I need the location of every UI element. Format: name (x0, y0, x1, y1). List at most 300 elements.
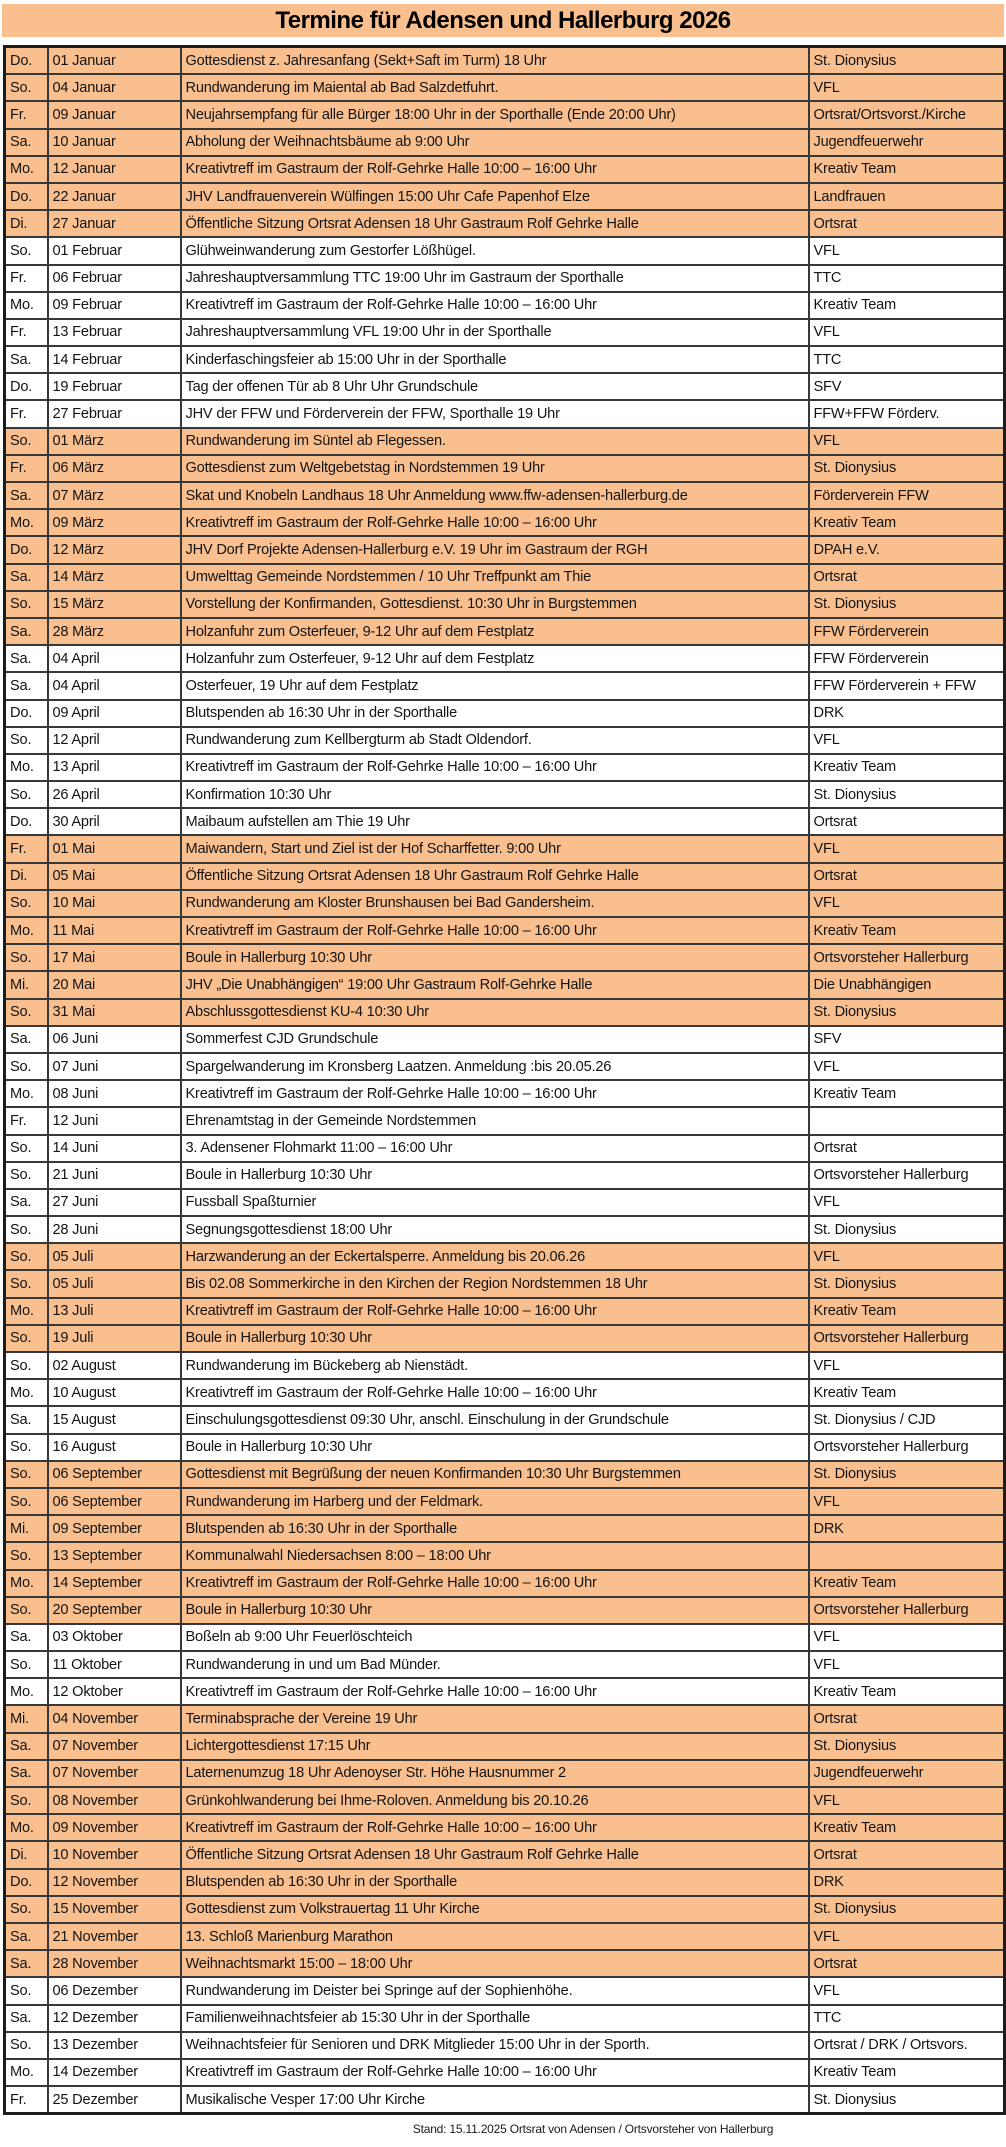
event-organizer: St. Dionysius (809, 1733, 1005, 1760)
event-day: Mo. (5, 2059, 48, 2086)
event-row (5, 1434, 1005, 1461)
event-day: So. (5, 237, 48, 264)
event-organizer: TTC (809, 346, 1005, 373)
event-date: 13 April (48, 754, 181, 781)
event-title: Rundwanderung im Bückeberg ab Nienstädt. (181, 1352, 809, 1379)
event-organizer: Ortsvorsteher Hallerburg (809, 1162, 1005, 1189)
event-title: Musikalische Vesper 17:00 Uhr Kirche (181, 2086, 809, 2114)
event-day: Mo. (5, 509, 48, 536)
event-organizer: St. Dionysius (809, 1896, 1005, 1923)
event-title: Einschulungsgottesdienst 09:30 Uhr, anschl. Einschulung in der Grundschule (181, 1406, 809, 1433)
event-date: 05 Juli (48, 1270, 181, 1297)
event-row (5, 645, 1005, 672)
event-row (5, 101, 1005, 128)
event-organizer: Ortsvorsteher Hallerburg (809, 1597, 1005, 1624)
event-title: Gottesdienst zum Weltgebetstag in Nordstemmen 19 Uhr (181, 455, 809, 482)
event-row (5, 1379, 1005, 1406)
event-date: 20 September (48, 1597, 181, 1624)
event-day: Do. (5, 373, 48, 400)
event-date: 20 Mai (48, 971, 181, 998)
event-date: 12 Juni (48, 1107, 181, 1134)
event-day: So. (5, 1053, 48, 1080)
event-date: 15 November (48, 1896, 181, 1923)
event-day: Sa. (5, 346, 48, 373)
event-organizer: Ortsrat / DRK / Ortsvors. (809, 2032, 1005, 2059)
event-organizer: Ortsrat (809, 863, 1005, 890)
event-organizer: VFL (809, 1189, 1005, 1216)
event-title: Kreativtreff im Gastraum der Rolf-Gehrke Halle 10:00 – 16:00 Uhr (181, 1570, 809, 1597)
event-row (5, 1923, 1005, 1950)
event-organizer: DRK (809, 700, 1005, 727)
event-organizer: Die Unabhängigen (809, 971, 1005, 998)
event-row (5, 373, 1005, 400)
event-title: Kreativtreff im Gastraum der Rolf-Gehrke Halle 10:00 – 16:00 Uhr (181, 1678, 809, 1705)
event-title: Terminabsprache der Vereine 19 Uhr (181, 1705, 809, 1732)
event-row (5, 1406, 1005, 1433)
event-title: Boule in Hallerburg 10:30 Uhr (181, 1597, 809, 1624)
event-day: So. (5, 428, 48, 455)
event-title: Blutspenden ab 16:30 Uhr in der Sporthalle (181, 1869, 809, 1896)
event-organizer: St. Dionysius (809, 2086, 1005, 2114)
event-day: Do. (5, 700, 48, 727)
event-title: Rundwanderung im Deister bei Springe auf der Sophienhöhe. (181, 1977, 809, 2004)
event-title: Lichtergottesdienst 17:15 Uhr (181, 1733, 809, 1760)
event-row (5, 1841, 1005, 1868)
event-row (5, 1597, 1005, 1624)
event-day: So. (5, 2032, 48, 2059)
event-date: 27 Januar (48, 210, 181, 237)
event-day: Fr. (5, 265, 48, 292)
events-table-body (5, 47, 1005, 2114)
event-row (5, 564, 1005, 591)
event-organizer: Kreativ Team (809, 1080, 1005, 1107)
event-day: So. (5, 890, 48, 917)
event-row (5, 265, 1005, 292)
event-date: 01 Januar (48, 47, 181, 75)
event-row (5, 808, 1005, 835)
event-organizer: St. Dionysius (809, 1461, 1005, 1488)
event-day: Sa. (5, 645, 48, 672)
event-date: 06 Juni (48, 1026, 181, 1053)
event-organizer: St. Dionysius / CJD (809, 1406, 1005, 1433)
event-date: 09 Januar (48, 101, 181, 128)
event-organizer: VFL (809, 74, 1005, 101)
event-title: Öffentliche Sitzung Ortsrat Adensen 18 Uhr Gastraum Rolf Gehrke Halle (181, 863, 809, 890)
event-day: So. (5, 1434, 48, 1461)
event-row (5, 1162, 1005, 1189)
event-row (5, 1977, 1005, 2004)
event-organizer: St. Dionysius (809, 47, 1005, 75)
event-title: Rundwanderung im Harberg und der Feldmark. (181, 1488, 809, 1515)
event-title: Rundwanderung im Süntel ab Flegessen. (181, 428, 809, 455)
event-row (5, 156, 1005, 183)
event-day: Mo. (5, 1379, 48, 1406)
event-row (5, 863, 1005, 890)
event-date: 26 April (48, 781, 181, 808)
event-row (5, 482, 1005, 509)
event-organizer: St. Dionysius (809, 591, 1005, 618)
event-organizer: Ortsvorsteher Hallerburg (809, 1434, 1005, 1461)
event-date: 03 Oktober (48, 1624, 181, 1651)
event-date: 09 September (48, 1515, 181, 1542)
event-day: So. (5, 727, 48, 754)
event-row (5, 1896, 1005, 1923)
event-day: Sa. (5, 2005, 48, 2032)
event-date: 09 Februar (48, 292, 181, 319)
event-row (5, 1760, 1005, 1787)
event-date: 12 November (48, 1869, 181, 1896)
event-organizer: DPAH e.V. (809, 536, 1005, 563)
event-title: Umwelttag Gemeinde Nordstemmen / 10 Uhr Treffpunkt am Thie (181, 564, 809, 591)
event-date: 28 November (48, 1950, 181, 1977)
event-date: 27 Februar (48, 400, 181, 427)
event-day: Mo. (5, 917, 48, 944)
event-title: Sommerfest CJD Grundschule (181, 1026, 809, 1053)
event-row (5, 237, 1005, 264)
event-day: Fr. (5, 455, 48, 482)
event-date: 12 Dezember (48, 2005, 181, 2032)
event-title: Fussball Spaßturnier (181, 1189, 809, 1216)
event-organizer: St. Dionysius (809, 781, 1005, 808)
event-title: Jahreshauptversammlung TTC 19:00 Uhr im Gastraum der Sporthalle (181, 265, 809, 292)
event-day: Mo. (5, 1080, 48, 1107)
event-title: Ehrenamtstag in der Gemeinde Nordstemmen (181, 1107, 809, 1134)
event-row (5, 1135, 1005, 1162)
event-day: Sa. (5, 1733, 48, 1760)
event-row (5, 183, 1005, 210)
event-row (5, 591, 1005, 618)
event-row (5, 999, 1005, 1026)
event-day: So. (5, 999, 48, 1026)
event-title: Kreativtreff im Gastraum der Rolf-Gehrke Halle 10:00 – 16:00 Uhr (181, 292, 809, 319)
event-day: So. (5, 781, 48, 808)
event-day: So. (5, 1461, 48, 1488)
event-row (5, 2005, 1005, 2032)
event-title: Harzwanderung an der Eckertalsperre. Anmeldung bis 20.06.26 (181, 1243, 809, 1270)
event-organizer: VFL (809, 1243, 1005, 1270)
event-organizer: VFL (809, 1923, 1005, 1950)
event-day: So. (5, 74, 48, 101)
event-title: Weihnachtsmarkt 15:00 – 18:00 Uhr (181, 1950, 809, 1977)
event-day: Mo. (5, 1298, 48, 1325)
event-date: 30 April (48, 808, 181, 835)
event-row (5, 292, 1005, 319)
event-day: Sa. (5, 1406, 48, 1433)
event-date: 09 April (48, 700, 181, 727)
event-organizer: Ortsrat/Ortsvorst./Kirche (809, 101, 1005, 128)
event-title: Abholung der Weihnachtsbäume ab 9:00 Uhr (181, 129, 809, 156)
event-day: Sa. (5, 564, 48, 591)
event-date: 07 Juni (48, 1053, 181, 1080)
event-title: Kommunalwahl Niedersachsen 8:00 – 18:00 Uhr (181, 1542, 809, 1569)
event-day: So. (5, 1243, 48, 1270)
event-organizer: VFL (809, 1352, 1005, 1379)
event-title: Gottesdienst mit Begrüßung der neuen Konfirmanden 10:30 Uhr Burgstemmen (181, 1461, 809, 1488)
event-row (5, 509, 1005, 536)
event-organizer: Kreativ Team (809, 509, 1005, 536)
event-row (5, 1705, 1005, 1732)
event-date: 28 März (48, 618, 181, 645)
event-row (5, 890, 1005, 917)
event-date: 22 Januar (48, 183, 181, 210)
event-day: Mo. (5, 156, 48, 183)
event-title: Konfirmation 10:30 Uhr (181, 781, 809, 808)
event-title: Bis 02.08 Sommerkirche in den Kirchen der Region Nordstemmen 18 Uhr (181, 1270, 809, 1297)
event-title: Maibaum aufstellen am Thie 19 Uhr (181, 808, 809, 835)
event-date: 04 Januar (48, 74, 181, 101)
event-organizer: FFW Förderverein (809, 618, 1005, 645)
event-row (5, 1624, 1005, 1651)
event-date: 01 Februar (48, 237, 181, 264)
event-row (5, 1352, 1005, 1379)
event-organizer: Förderverein FFW (809, 482, 1005, 509)
event-title: Gottesdienst z. Jahresanfang (Sekt+Saft im Turm) 18 Uhr (181, 47, 809, 75)
event-day: So. (5, 1542, 48, 1569)
event-organizer: Ortsrat (809, 210, 1005, 237)
event-day: So. (5, 1162, 48, 1189)
event-row (5, 455, 1005, 482)
event-title: JHV Landfrauenverein Wülfingen 15:00 Uhr Cafe Papenhof Elze (181, 183, 809, 210)
event-organizer: VFL (809, 1977, 1005, 2004)
event-day: Do. (5, 47, 48, 75)
event-date: 19 Juli (48, 1325, 181, 1352)
event-date: 10 November (48, 1841, 181, 1868)
event-organizer: VFL (809, 1787, 1005, 1814)
event-row (5, 971, 1005, 998)
event-date: 11 Mai (48, 917, 181, 944)
event-date: 17 Mai (48, 944, 181, 971)
event-organizer: DRK (809, 1515, 1005, 1542)
event-organizer: Ortsvorsteher Hallerburg (809, 944, 1005, 971)
event-row (5, 1216, 1005, 1243)
event-row (5, 1950, 1005, 1977)
event-organizer: VFL (809, 727, 1005, 754)
event-organizer: St. Dionysius (809, 999, 1005, 1026)
event-row (5, 1651, 1005, 1678)
event-date: 14 März (48, 564, 181, 591)
event-title: Gottesdienst zum Volkstrauertag 11 Uhr Kirche (181, 1896, 809, 1923)
event-date: 06 Dezember (48, 1977, 181, 2004)
event-organizer: Kreativ Team (809, 292, 1005, 319)
event-date: 12 Oktober (48, 1678, 181, 1705)
events-table (3, 45, 1006, 2115)
event-row (5, 74, 1005, 101)
event-date: 01 März (48, 428, 181, 455)
event-row (5, 47, 1005, 75)
event-row (5, 1053, 1005, 1080)
event-date: 07 März (48, 482, 181, 509)
event-day: Di. (5, 1841, 48, 1868)
event-row (5, 1270, 1005, 1297)
event-day: So. (5, 1896, 48, 1923)
event-row (5, 319, 1005, 346)
event-row (5, 618, 1005, 645)
event-row (5, 2086, 1005, 2114)
event-day: Fr. (5, 2086, 48, 2114)
event-date: 12 April (48, 727, 181, 754)
event-title: Öffentliche Sitzung Ortsrat Adensen 18 Uhr Gastraum Rolf Gehrke Halle (181, 210, 809, 237)
event-day: Sa. (5, 482, 48, 509)
event-row (5, 1570, 1005, 1597)
event-row (5, 1678, 1005, 1705)
event-title: Grünkohlwanderung bei Ihme-Roloven. Anmeldung bis 20.10.26 (181, 1787, 809, 1814)
event-row (5, 210, 1005, 237)
event-date: 13 September (48, 1542, 181, 1569)
event-date: 06 Februar (48, 265, 181, 292)
event-row (5, 1733, 1005, 1760)
event-title: Kreativtreff im Gastraum der Rolf-Gehrke Halle 10:00 – 16:00 Uhr (181, 917, 809, 944)
event-day: So. (5, 1787, 48, 1814)
event-title: JHV „Die Unabhängigen“ 19:00 Uhr Gastraum Rolf-Gehrke Halle (181, 971, 809, 998)
event-title: Blutspenden ab 16:30 Uhr in der Sporthalle (181, 1515, 809, 1542)
event-title: 3. Adensener Flohmarkt 11:00 – 16:00 Uhr (181, 1135, 809, 1162)
event-date: 19 Februar (48, 373, 181, 400)
event-date: 13 Juli (48, 1298, 181, 1325)
event-date: 04 April (48, 645, 181, 672)
event-organizer: Jugendfeuerwehr (809, 129, 1005, 156)
event-organizer: Kreativ Team (809, 1814, 1005, 1841)
event-row (5, 1325, 1005, 1352)
event-organizer (809, 1107, 1005, 1134)
event-date: 10 Mai (48, 890, 181, 917)
event-title: Weihnachtsfeier für Senioren und DRK Mitglieder 15:00 Uhr in der Sporth. (181, 2032, 809, 2059)
event-row (5, 400, 1005, 427)
event-date: 14 Juni (48, 1135, 181, 1162)
event-day: Sa. (5, 1189, 48, 1216)
event-organizer: VFL (809, 237, 1005, 264)
event-row (5, 536, 1005, 563)
event-day: Mo. (5, 1570, 48, 1597)
event-day: Fr. (5, 101, 48, 128)
event-row (5, 428, 1005, 455)
event-day: So. (5, 1651, 48, 1678)
event-date: 13 Dezember (48, 2032, 181, 2059)
event-date: 11 Oktober (48, 1651, 181, 1678)
event-organizer: Kreativ Team (809, 1570, 1005, 1597)
event-title: Skat und Knobeln Landhaus 18 Uhr Anmeldung www.ffw-adensen-hallerburg.de (181, 482, 809, 509)
event-day: Sa. (5, 129, 48, 156)
event-day: Do. (5, 808, 48, 835)
event-organizer: VFL (809, 1624, 1005, 1651)
event-date: 09 November (48, 1814, 181, 1841)
event-title: Laternenumzug 18 Uhr Adenoyser Str. Höhe Hausnummer 2 (181, 1760, 809, 1787)
title-band (2, 4, 1004, 37)
event-day: Sa. (5, 618, 48, 645)
event-date: 31 Mai (48, 999, 181, 1026)
event-organizer: Kreativ Team (809, 1678, 1005, 1705)
event-day: Sa. (5, 1026, 48, 1053)
event-date: 02 August (48, 1352, 181, 1379)
event-day: So. (5, 1977, 48, 2004)
event-title: Boule in Hallerburg 10:30 Uhr (181, 1434, 809, 1461)
event-title: Neujahrsempfang für alle Bürger 18:00 Uhr in der Sporthalle (Ende 20:00 Uhr) (181, 101, 809, 128)
event-date: 14 September (48, 1570, 181, 1597)
event-organizer (809, 1542, 1005, 1569)
event-organizer: Kreativ Team (809, 156, 1005, 183)
event-organizer: Ortsrat (809, 1135, 1005, 1162)
event-date: 10 Januar (48, 129, 181, 156)
event-day: Mi. (5, 1515, 48, 1542)
event-row (5, 1107, 1005, 1134)
event-row (5, 2032, 1005, 2059)
event-row (5, 129, 1005, 156)
event-organizer: Ortsrat (809, 1841, 1005, 1868)
event-row (5, 1243, 1005, 1270)
event-row (5, 1488, 1005, 1515)
event-title: Boule in Hallerburg 10:30 Uhr (181, 944, 809, 971)
event-title: 13. Schloß Marienburg Marathon (181, 1923, 809, 1950)
event-organizer: Landfrauen (809, 183, 1005, 210)
event-day: So. (5, 1270, 48, 1297)
event-row (5, 835, 1005, 862)
event-organizer: FFW Förderverein + FFW (809, 672, 1005, 699)
event-row (5, 781, 1005, 808)
event-organizer: SFV (809, 373, 1005, 400)
event-date: 01 Mai (48, 835, 181, 862)
event-date: 14 Februar (48, 346, 181, 373)
event-title: Kreativtreff im Gastraum der Rolf-Gehrke Halle 10:00 – 16:00 Uhr (181, 509, 809, 536)
event-date: 04 November (48, 1705, 181, 1732)
event-date: 27 Juni (48, 1189, 181, 1216)
event-date: 07 November (48, 1733, 181, 1760)
event-organizer: FFW+FFW Förderv. (809, 400, 1005, 427)
event-organizer: VFL (809, 835, 1005, 862)
event-day: Mi. (5, 1705, 48, 1732)
event-organizer: Ortsrat (809, 808, 1005, 835)
event-title: Rundwanderung am Kloster Brunshausen bei Bad Gandersheim. (181, 890, 809, 917)
event-day: Sa. (5, 1950, 48, 1977)
event-title: JHV Dorf Projekte Adensen-Hallerburg e.V. 19 Uhr im Gastraum der RGH (181, 536, 809, 563)
event-title: Kreativtreff im Gastraum der Rolf-Gehrke Halle 10:00 – 16:00 Uhr (181, 1379, 809, 1406)
event-organizer: Ortsrat (809, 564, 1005, 591)
event-title: Holzanfuhr zum Osterfeuer, 9-12 Uhr auf dem Festplatz (181, 645, 809, 672)
event-day: So. (5, 1597, 48, 1624)
event-organizer: Kreativ Team (809, 1298, 1005, 1325)
event-day: Mo. (5, 1678, 48, 1705)
event-title: Öffentliche Sitzung Ortsrat Adensen 18 Uhr Gastraum Rolf Gehrke Halle (181, 1841, 809, 1868)
event-day: Fr. (5, 319, 48, 346)
event-title: Rundwanderung im Maiental ab Bad Salzdetfuhrt. (181, 74, 809, 101)
event-row (5, 727, 1005, 754)
event-row (5, 346, 1005, 373)
event-title: Kreativtreff im Gastraum der Rolf-Gehrke Halle 10:00 – 16:00 Uhr (181, 1080, 809, 1107)
event-date: 28 Juni (48, 1216, 181, 1243)
event-organizer: VFL (809, 319, 1005, 346)
event-title: Holzanfuhr zum Osterfeuer, 9-12 Uhr auf dem Festplatz (181, 618, 809, 645)
event-title: Osterfeuer, 19 Uhr auf dem Festplatz (181, 672, 809, 699)
event-title: Boule in Hallerburg 10:30 Uhr (181, 1325, 809, 1352)
event-date: 12 März (48, 536, 181, 563)
event-title: Segnungsgottesdienst 18:00 Uhr (181, 1216, 809, 1243)
event-title: Maiwandern, Start und Ziel ist der Hof Scharffetter. 9:00 Uhr (181, 835, 809, 862)
event-row (5, 1515, 1005, 1542)
event-day: Fr. (5, 835, 48, 862)
event-title: Boule in Hallerburg 10:30 Uhr (181, 1162, 809, 1189)
event-date: 06 September (48, 1488, 181, 1515)
event-title: Rundwanderung zum Kellbergturm ab Stadt Oldendorf. (181, 727, 809, 754)
event-day: Sa. (5, 1624, 48, 1651)
event-row (5, 1026, 1005, 1053)
event-row (5, 1298, 1005, 1325)
event-title: Boßeln ab 9:00 Uhr Feuerlöschteich (181, 1624, 809, 1651)
event-day: Do. (5, 536, 48, 563)
event-date: 21 November (48, 1923, 181, 1950)
event-title: Abschlussgottesdienst KU-4 10:30 Uhr (181, 999, 809, 1026)
event-day: Mo. (5, 292, 48, 319)
event-day: So. (5, 1325, 48, 1352)
event-date: 10 August (48, 1379, 181, 1406)
event-day: So. (5, 944, 48, 971)
